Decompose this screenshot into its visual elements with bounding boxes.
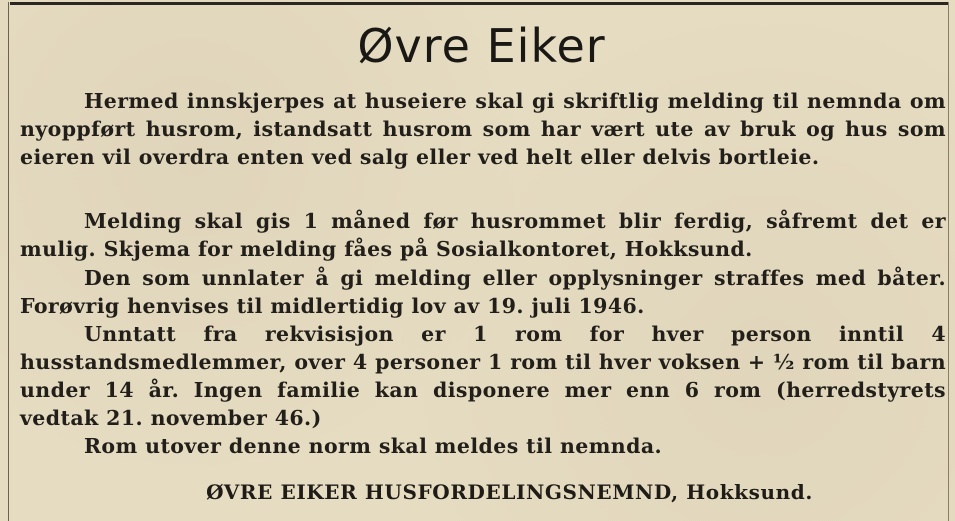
notice-paragraph-2: Melding skal gis 1 måned før husrommet blir ferdig, såfremt det er mulig. Skjema for melding fåes på Sosialkontoret, Hokksund. xyxy=(20,209,946,261)
notice-paragraph-5: Rom utover denne norm skal meldes til nemnda. xyxy=(84,434,663,458)
notice-paragraph-1: Hermed innskjerpes at huseiere skal gi skriftlig melding til nemnda om nyoppført husrom, istandsatt husrom som har vært ute av bruk og hus som eieren vil overdra enten ved salg eller ved helt eller delvis bortleie. xyxy=(20,89,946,169)
right-edge-line xyxy=(948,2,949,521)
notice-title: Øvre Eiker xyxy=(357,19,606,73)
notice-paragraph-4: Unntatt fra rekvisisjon er 1 rom for hver person inntil 4 husstandsmedlemmer, over 4 personer 1 rom til hver voksen + ½ rom til barn under 14 år. Ingen familie kan disponere mer enn 6 rom (herredstyrets vedtak 21. november 46.) xyxy=(20,322,946,430)
notice-signature: ØVRE EIKER HUSFORDELINGSNEMND, Hokksund. xyxy=(206,480,813,504)
top-rule xyxy=(10,2,949,5)
notice-paragraph-3: Den som unnlater å gi melding eller opplysninger straffes med båter. Forøvrig henvises til midlertidig lov av 19. juli 1946. xyxy=(20,266,946,318)
left-edge-line xyxy=(8,2,9,521)
